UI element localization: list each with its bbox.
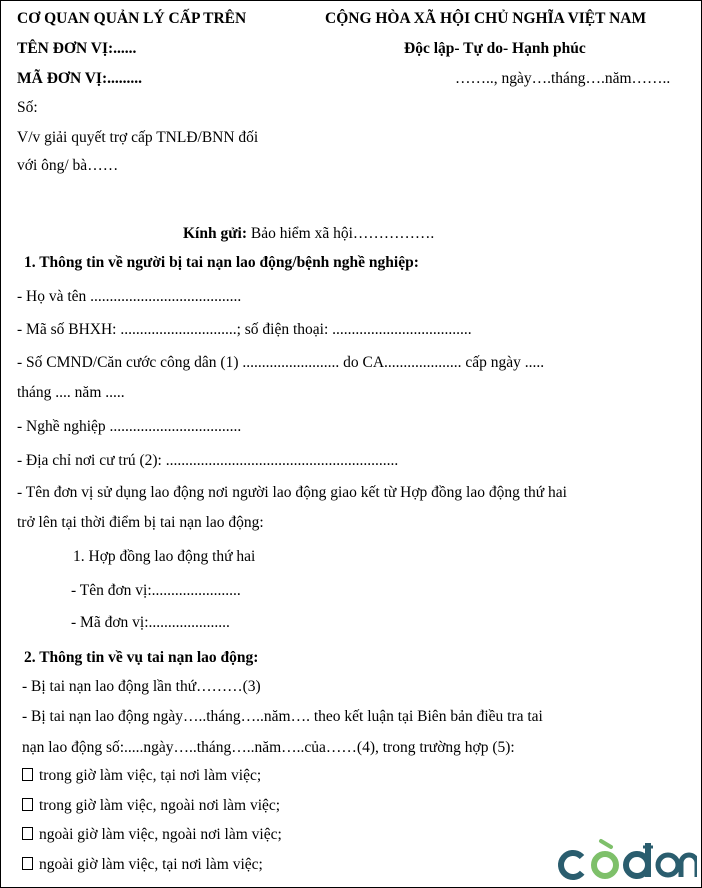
field-id-1: - Số CMND/Căn cước công dân (1) ......................... do CA.................... cấp ngày ..... — [17, 354, 545, 371]
field-employer-1: - Tên đơn vị sử dụng lao động nơi người lao động giao kết từ Hợp đồng lao động thứ hai — [17, 484, 567, 501]
section-2-title: 2. Thông tin về vụ tai nạn lao động: — [24, 649, 259, 666]
motto: Độc lập- Tự do- Hạnh phúc — [404, 40, 586, 57]
option-row — [22, 797, 280, 815]
option-label: trong giờ làm việc, tại nơi làm việc; — [39, 767, 262, 784]
option-label: trong giờ làm việc, ngoài nơi làm việc; — [39, 797, 281, 814]
doc-number: Số: — [17, 99, 38, 116]
codon-logo — [557, 835, 697, 885]
org-parent: CƠ QUAN QUẢN LÝ CẤP TRÊN — [17, 10, 247, 27]
option-label: ngoài giờ làm việc, ngoài nơi làm việc; — [39, 826, 282, 843]
checkbox-option-2[interactable] — [22, 798, 33, 811]
subject-line-1: V/v giải quyết trợ cấp TNLĐ/BNN đối — [17, 129, 259, 146]
nation-title: CỘNG HÒA XÃ HỘI CHỦ NGHĨA VIỆT NAM — [325, 10, 647, 27]
field-id-2: tháng .... năm ..... — [17, 384, 125, 401]
field-address: - Địa chỉ nơi cư trú (2): ............................................................ — [17, 452, 399, 469]
date-line: …….., ngày….tháng….năm…….. — [455, 70, 671, 87]
unit-code: MÃ ĐƠN VỊ:......... — [17, 70, 142, 87]
field-name: - Họ và tên ....................................... — [17, 288, 242, 305]
accident-count: - Bị tai nạn lao động lần thứ………(3) — [22, 678, 261, 695]
recipient-value: Bảo hiểm xã hội……………. — [250, 225, 435, 242]
checkbox-option-4[interactable] — [22, 857, 33, 870]
option-row — [22, 826, 282, 844]
field-bhxh: - Mã số BHXH: ..............................; số điện thoại: .................................... — [17, 321, 472, 338]
contract-title: 1. Hợp đồng lao động thứ hai — [73, 548, 256, 565]
recipient — [183, 225, 434, 243]
accident-date-2: nạn lao động số:.....ngày…..tháng…..năm…..của……(4), trong trường hợp (5): — [22, 739, 515, 756]
checkbox-option-1[interactable] — [22, 768, 33, 781]
option-row — [22, 767, 261, 785]
section-1-title: 1. Thông tin về người bị tai nạn lao động/bệnh nghề nghiệp: — [24, 254, 419, 271]
contract-code: - Mã đơn vị:..................... — [71, 614, 230, 631]
contract-unit: - Tên đơn vị:....................... — [71, 582, 241, 599]
subject-line-2: với ông/ bà…… — [17, 157, 119, 174]
field-job: - Nghề nghiệp .................................. — [17, 418, 242, 435]
checkbox-option-3[interactable] — [22, 827, 33, 840]
recipient-label: Kính gửi: — [183, 225, 247, 242]
field-employer-2: trở lên tại thời điểm bị tai nạn lao động: — [17, 514, 264, 531]
unit-name: TÊN ĐƠN VỊ:...... — [17, 40, 137, 57]
option-row — [22, 856, 263, 874]
option-label: ngoài giờ làm việc, tại nơi làm việc; — [39, 856, 263, 873]
accident-date-1: - Bị tai nạn lao động ngày…..tháng…..năm…. theo kết luận tại Biên bản điều tra tai — [22, 708, 543, 725]
